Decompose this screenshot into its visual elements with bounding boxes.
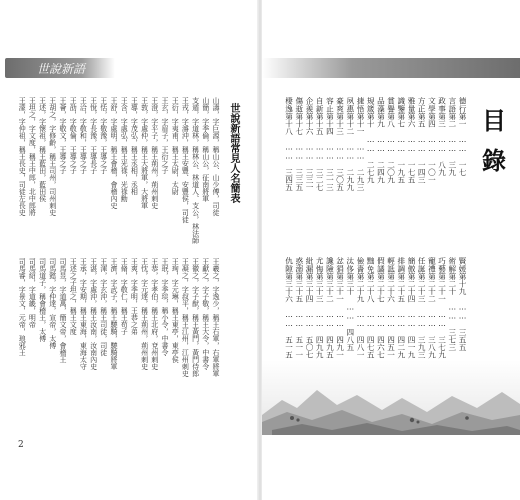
name-entry: 王薈，字敬文，王導之子 — [59, 97, 67, 174]
name-entry: 王悅，字長豫，王導長子 — [89, 97, 98, 174]
right-page — [262, 0, 520, 500]
toc-entry: 假譎第二十七 …… 四六七 — [376, 257, 386, 359]
name-entry: 王衍，字夷甫，稱王太尉，太尉 — [171, 97, 180, 195]
right-banner — [262, 58, 520, 78]
toc-entry: 任誕第二十三 …… 三九三 — [417, 257, 427, 359]
name-entry: 王忱，字元達，稱王荊州，荊州刺史 — [140, 258, 149, 370]
name-entry: 王承，字安期，稱王東海，東海太守 — [79, 258, 88, 370]
banner-title: 世說新語 — [37, 62, 86, 76]
name-entry: 司馬睿，字景文，元帝，琅邪王 — [18, 258, 27, 356]
toc-entry: 術解第二十 …… 三七三 — [447, 257, 457, 351]
page-number: 2 — [18, 440, 24, 450]
toc-entry: 寵禮第二十二 …… 三八九 — [427, 257, 437, 359]
name-entry: 王澄，字平子，稱王荊州，荊州刺史 — [150, 97, 159, 209]
toc-entry: 容止第十四 …… 三一三 — [325, 97, 335, 191]
name-entry: 司馬昱，字道萬，簡文帝，會稽王 — [59, 258, 67, 363]
toc-entry: 惑溺第三十五 …… 五一一 — [294, 257, 304, 359]
name-entry: 王恬，字敬豫，王導之子 — [99, 97, 108, 174]
left-banner — [5, 58, 115, 78]
toc-heading-char: 錄 — [482, 146, 506, 175]
toc-entry: 雅量第六 …… 一七五 — [407, 97, 416, 184]
landscape-illustration — [262, 360, 520, 435]
name-entry: 王脩，字敬仁，稱王苟子 — [120, 258, 129, 335]
name-entry: 王爽，字季明，王恭之弟 — [130, 258, 139, 335]
name-entry: 王湛，字處沖，稱王汝南，汝南內史 — [89, 258, 98, 370]
toc-heading — [482, 101, 506, 181]
toc-entry: 德行第一 …… 一七 — [458, 97, 467, 176]
name-entry: 山濤，字巨源，稱山公、山少傅，司徒 — [212, 97, 220, 216]
toc-entry: 賢媛第十九 …… 三五五 — [458, 257, 467, 351]
toc-entry: 排調第二十五 …… 四二九 — [396, 257, 406, 359]
name-entry: 王玄，字眉子，王衍之子 — [161, 97, 169, 174]
name-entry: 王洽，字敬和，王導之子 — [79, 97, 88, 174]
toc-entry: 讒險第三十二 …… 四九五 — [325, 257, 335, 359]
toc-entry: 忿狷第三十一 …… 四九一 — [335, 257, 345, 359]
toc-entry: 品藻第九 …… 二四九 — [376, 97, 386, 184]
toc-entry: 巧藝第二十一 …… 三七九 — [437, 257, 447, 359]
toc-entry: 簡傲第二十四 …… 四一九 — [407, 257, 416, 359]
toc-entry: 黜免第二十八 …… 四七五 — [366, 257, 376, 359]
name-entry: 王舒，字處明，稱王會稽，會稽內史 — [110, 97, 118, 209]
name-entry: 山簡，字季倫，稱山公，征南將軍 — [201, 97, 210, 202]
name-entry: 司馬紹，字道畿，明帝 — [28, 258, 37, 328]
name-entry: 王戎，字濬沖，稱王安豐、安豐侯，司徒 — [181, 97, 190, 223]
name-entry: 王胡之，字修齡，稱王司州，司州刺史 — [48, 97, 57, 216]
toc-entry: 棲逸第十八 …… 三四五 — [284, 97, 294, 191]
name-entry: 王羲之，字逸少，稱王右軍，右軍將軍 — [212, 258, 220, 377]
toc-entry: 汰侈第三十 …… 四八五 — [345, 257, 355, 351]
name-entry: 王濛，字仲祖，稱王長史，司徒左長史 — [18, 97, 27, 216]
name-entry: 王珉，字季琰，稱小令，中書令 — [161, 258, 169, 356]
name-entry: 王含，字處弘，稱王光祿，光祿勳 — [120, 97, 129, 202]
name-entry: 王導，字茂弘，稱王丞相，丞相 — [130, 97, 139, 195]
toc-entry: 自新第十五 …… 三二七 — [315, 97, 325, 191]
name-entry: 王述之子坦之，稱王文度 — [69, 258, 78, 335]
toc-entry: 規箴第十 …… 二七九 — [366, 97, 376, 184]
toc-entry: 賞譽第八 …… 二〇九 — [386, 97, 396, 184]
name-entry: 王渾，字玄沖，稱王司徒，司徒 — [99, 258, 108, 356]
toc-entry: 儉嗇第二十九 …… 四八一 — [356, 257, 365, 359]
toc-entry: 仇隙第三十六 …… 五一五 — [284, 257, 294, 359]
toc-entry: 捷悟第十一 …… 二九三 — [356, 97, 365, 191]
name-entry: 司馬懿，字仲達，宣帝，太傅 — [48, 258, 57, 349]
toc-entry: 文學第四 …… 一〇一 — [427, 97, 437, 184]
toc-entry: 識鑒第七 …… 一九五 — [396, 97, 406, 184]
toc-entry: 豪爽第十三 …… 三〇五 — [335, 97, 345, 191]
toc-entry: 方正第五 …… 一四三 — [417, 97, 427, 184]
toc-entry: 傷逝第十七 …… 三三五 — [294, 97, 304, 191]
toc-entry: 輕詆第二十六 …… 四五一 — [386, 257, 396, 359]
name-entry: 司馬道子，稱會稽王，太傅 — [38, 258, 47, 342]
name-entry: 王珣，字元琳，稱王東亭，東亭侯 — [171, 258, 180, 363]
name-entry: 王恭，字孝伯，稱王北府，兗州刺史 — [150, 258, 159, 370]
toc-entry: 夙惠第十二 …… 二九九 — [345, 97, 355, 191]
name-entry: 王凝之，字叔平，稱王江州，江州刺史 — [181, 258, 190, 377]
name-entry: 支遁，字道林，稱林公、林道人、支公，林法師 — [191, 97, 200, 244]
toc-entry: 企羨第十六 …… 三三一 — [305, 97, 314, 191]
toc-entry: 言語第二 …… 三九 — [447, 97, 457, 176]
name-entry: 王濟，字武子，稱王驍騎，驍騎將軍 — [110, 258, 118, 370]
name-entry: 王坦之，字文度，稱王中郎，北中郎將 — [28, 97, 37, 216]
name-entry: 王述，字懷祖，稱王藍田，藍田侯 — [38, 97, 47, 202]
name-entry: 王獻之，字子敬，稱王大令，中書令 — [201, 258, 210, 370]
name-entry: 王劭，字敬倫，王導之子 — [69, 97, 78, 174]
toc-entry: 尤悔第三十三 …… 四九九 — [315, 257, 325, 359]
names-table-title: 世說新語常見人名簡表 — [228, 103, 239, 203]
toc-heading-char: 目 — [482, 106, 506, 135]
name-entry: 王敦，字處仲，稱王大將軍，大將軍 — [140, 97, 149, 209]
left-page — [0, 0, 258, 500]
name-entry: 王徽之，字子猷，稱王黃門，黃門侍郎 — [191, 258, 200, 377]
toc-entry: 紕漏第三十四 …… 五〇七 — [305, 257, 314, 359]
toc-entry: 政事第三 …… 八九 — [437, 97, 447, 176]
